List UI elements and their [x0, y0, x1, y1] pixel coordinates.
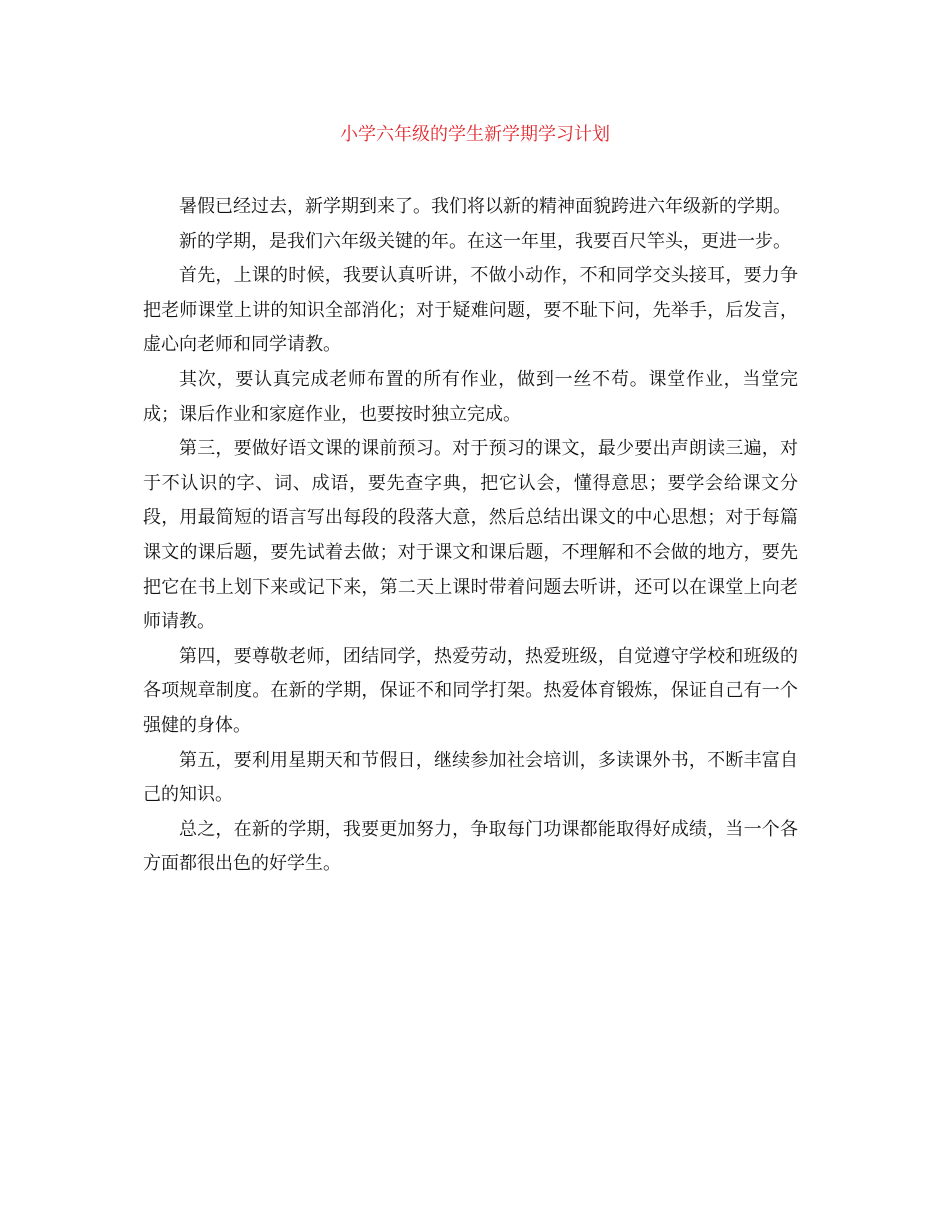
paragraph-third: 第三，要做好语文课的课前预习。对于预习的课文，最少要出声朗读三遍，对于不认识的字、词、成语，要先查字典，把它认会，懂得意思；要学会给课文分段，用最简短的语言写出每段的段落大意，然后总结出课文的中心思想；对于每篇课文的课后题，要先试着去做；对于课文和课后题，不理解和不会做的地方，要先把它在书上划下来或记下来，第二天上课时带着问题去听讲，还可以在课堂上向老师请教。 [143, 438, 798, 633]
paragraph-fifth: 第五，要利用星期天和节假日，继续参加社会培训，多读课外书，不断丰富自己的知识。 [143, 749, 798, 806]
paragraph-conclusion: 总之，在新的学期，我要更加努力，争取每门功课都能取得好成绩，当一个各方面都很出色的好学生。 [143, 818, 798, 875]
document-body [143, 190, 798, 882]
paragraph-first: 首先，上课的时候，我要认真听讲，不做小动作，不和同学交头接耳，要力争把老师课堂上讲的知识全部消化；对于疑难问题，要不耻下问，先举手，后发言，虚心向老师和同学请教。 [143, 265, 798, 356]
paragraph-second: 其次，要认真完成老师布置的所有作业，做到一丝不苟。课堂作业，当堂完成；课后作业和家庭作业，也要按时独立完成。 [143, 368, 798, 425]
document-title: 小学六年级的学生新学期学习计划 [340, 124, 610, 145]
paragraph-key-year: 新的学期，是我们六年级关键的年。在这一年里，我要百尺竿头，更进一步。 [179, 230, 791, 252]
paragraph-intro: 暑假已经过去，新学期到来了。我们将以新的精神面貌跨进六年级新的学期。 [179, 196, 791, 217]
paragraph-fourth: 第四，要尊敬老师，团结同学，热爱劳动，热爱班级，自觉遵守学校和班级的各项规章制度。在新的学期，保证不和同学打架。热爱体育锻炼，保证自己有一个强健的身体。 [143, 645, 798, 736]
